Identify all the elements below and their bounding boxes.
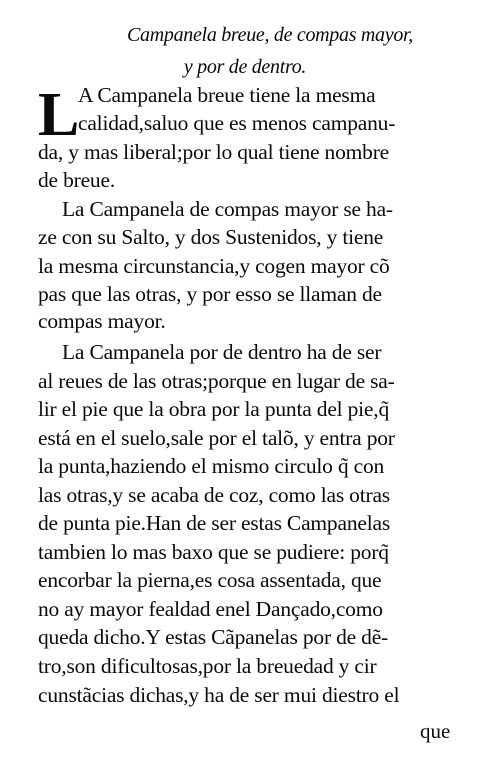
text-line: queda dicho.Y estas Cãpanelas por de dẽ-	[38, 625, 389, 649]
text-line: las otras,y se acaba de coz, como las otras	[38, 483, 390, 507]
text-line: calidad,saluo que es menos campanu-	[78, 111, 396, 135]
text-line: la punta,haziendo el mismo circulo q̃ con	[38, 454, 385, 478]
text-line: tro,son dificultosas,por la breuedad y cir	[38, 654, 377, 678]
text-line: al reues de las otras;porque en lugar de sa-	[38, 369, 395, 393]
text-line: pas que las otras, y por esso se llaman de	[38, 282, 382, 306]
text-line: de breue.	[38, 168, 115, 192]
catchword: que	[420, 719, 451, 743]
text-line: está en el suelo,sale por el talõ, y entra por	[38, 426, 395, 450]
text-line: A Campanela breue tiene la mesma	[78, 83, 376, 107]
text-line: ze con su Salto, y dos Sustenidos, y tiene	[38, 225, 384, 249]
drop-capital: L	[38, 81, 80, 149]
section-heading-line-2: y por de dentro.	[183, 56, 307, 78]
text-line: La Campanela por de dentro ha de ser	[62, 340, 382, 364]
text-line: tambien lo mas baxo que se pudiere: porq̃	[38, 540, 389, 564]
section-heading-line-1: Campanela breue, de compas mayor,	[127, 24, 413, 46]
text-line: compas mayor.	[38, 309, 166, 333]
text-line: cunstãcias dichas,y ha de ser mui diestro el	[38, 683, 400, 707]
text-line: de punta pie.Han de ser estas Campanelas	[38, 511, 390, 535]
text-line: La Campanela de compas mayor se ha-	[62, 197, 393, 221]
text-line: da, y mas liberal;por lo qual tiene nombre	[38, 140, 390, 164]
text-line: encorbar la pierna,es cosa assentada, que	[38, 568, 382, 592]
text-line: no ay mayor fealdad enel Dançado,como	[38, 597, 383, 621]
text-line: lir el pie que la obra por la punta del pie,q̃	[38, 397, 389, 421]
text-line: la mesma circunstancia,y cogen mayor cõ	[38, 254, 390, 278]
